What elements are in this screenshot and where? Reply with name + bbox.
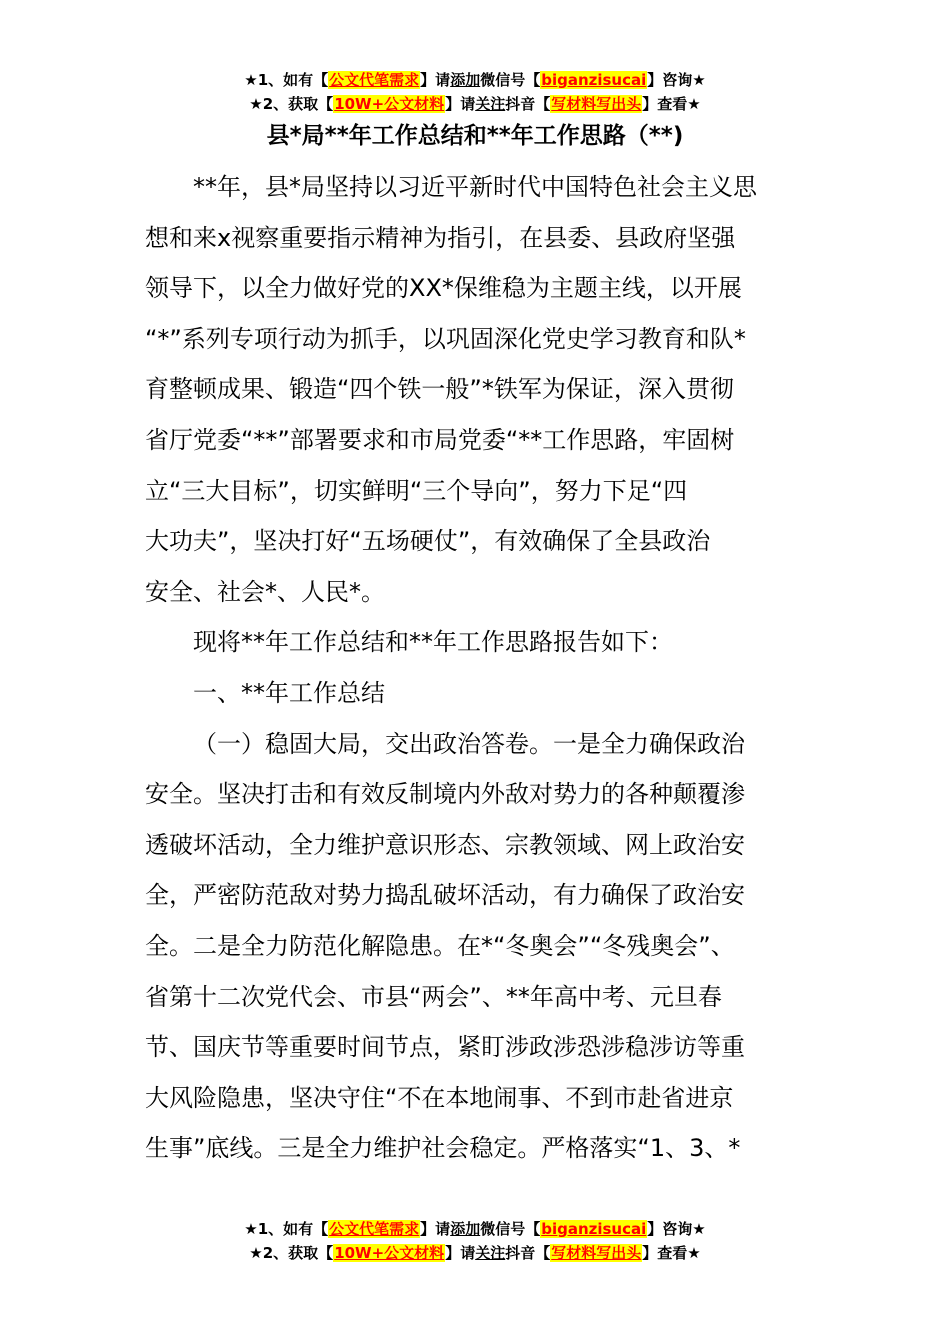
body-line: （一）稳固大局，交出政治答卷。一是全力确保政治: [193, 729, 745, 758]
banner-text: 抖音【: [505, 1244, 551, 1262]
banner-text: 】请: [420, 1220, 451, 1238]
banner-highlight-douyin-id: 写材料写出头: [551, 1244, 642, 1262]
banner-highlight-douyin-id: 写材料写出头: [551, 95, 642, 113]
ad-banner-bottom: [0, 1217, 950, 1265]
ad-banner-top: [0, 68, 950, 116]
body-line: 省厅党委“**”部署要求和市局党委“**工作思路，牢固树: [145, 425, 735, 454]
banner-text: 】查看★: [642, 1244, 701, 1262]
body-line: 全。二是全力防范化解隐患。在*“冬奥会”“冬残奥会”、: [145, 931, 735, 960]
body-line: 大风险隐患，坚决守住“不在本地闹事、不到市赴省进京: [145, 1083, 734, 1112]
body-line: “*”系列专项行动为抓手，以巩固深化党史学习教育和队*: [145, 324, 746, 353]
banner-highlight-writing-service: 公文代笔需求: [329, 1220, 420, 1238]
ad-banner-line-1: [0, 68, 950, 92]
body-line: 大功夫”，坚决打好“五场硬仗”，有效确保了全县政治: [145, 527, 711, 556]
banner-text: ★2、获取【: [249, 1244, 334, 1262]
banner-text: ★1、如有【: [244, 1220, 329, 1238]
section-heading: 一、**年工作总结: [193, 678, 385, 707]
document-body: [145, 162, 825, 1174]
banner-highlight-materials: 10W+公文材料: [334, 1244, 445, 1262]
banner-text: 】请: [445, 95, 476, 113]
banner-text: 】咨询★: [647, 71, 706, 89]
body-line: 生事”底线。三是全力维护社会稳定。严格落实“1、3、*: [145, 1134, 741, 1163]
body-line: 育整顿成果、锻造“四个铁一般”*铁军为保证，深入贯彻: [145, 375, 734, 404]
ad-banner-line-2: [0, 1241, 950, 1265]
banner-text: 】查看★: [642, 95, 701, 113]
banner-text: ★2、获取【: [249, 95, 334, 113]
banner-emphasis: 添加: [450, 71, 481, 89]
banner-highlight-materials: 10W+公文材料: [334, 95, 445, 113]
body-line: 立“三大目标”，切实鲜明“三个导向”，努力下足“四: [145, 476, 688, 505]
banner-highlight-writing-service: 公文代笔需求: [329, 71, 420, 89]
banner-emphasis: 关注: [475, 95, 506, 113]
banner-highlight-wechat-id: biganzisucai: [541, 1220, 647, 1238]
banner-text: 抖音【: [505, 95, 551, 113]
banner-text: 微信号【: [480, 71, 541, 89]
banner-text: 】请: [420, 71, 451, 89]
ad-banner-line-2: [0, 92, 950, 116]
banner-emphasis: 关注: [475, 1244, 506, 1262]
banner-emphasis: 添加: [450, 1220, 481, 1238]
banner-text: ★1、如有【: [244, 71, 329, 89]
body-line: 透破坏活动，全力维护意识形态、宗教领域、网上政治安: [145, 830, 745, 859]
body-line: 省第十二次党代会、市县“两会”、**年高中考、元旦春: [145, 982, 722, 1011]
body-line: 全，严密防范敌对势力捣乱破坏活动，有力确保了政治安: [145, 881, 745, 910]
body-line: **年，县*局坚持以习近平新时代中国特色社会主义思: [193, 173, 757, 201]
body-line: 现将**年工作总结和**年工作思路报告如下：: [193, 628, 673, 657]
banner-highlight-wechat-id: biganzisucai: [541, 71, 647, 89]
banner-text: 】咨询★: [647, 1220, 706, 1238]
banner-text: 】请: [445, 1244, 476, 1262]
banner-text: 微信号【: [480, 1220, 541, 1238]
body-line: 安全、社会*、人民*。: [145, 577, 385, 606]
body-line: 想和来x视察重要指示精神为指引，在县委、县政府坚强: [145, 223, 736, 252]
body-line: 领导下，以全力做好党的XX*保维稳为主题主线，以开展: [145, 274, 742, 303]
body-line: 安全。坚决打击和有效反制境内外敌对势力的各种颠覆渗: [145, 780, 745, 809]
document-title: 县*局**年工作总结和**年工作思路（**): [266, 123, 684, 149]
body-line: 节、国庆节等重要时间节点，紧盯涉政涉恐涉稳涉访等重: [145, 1033, 745, 1062]
ad-banner-line-1: [0, 1217, 950, 1241]
